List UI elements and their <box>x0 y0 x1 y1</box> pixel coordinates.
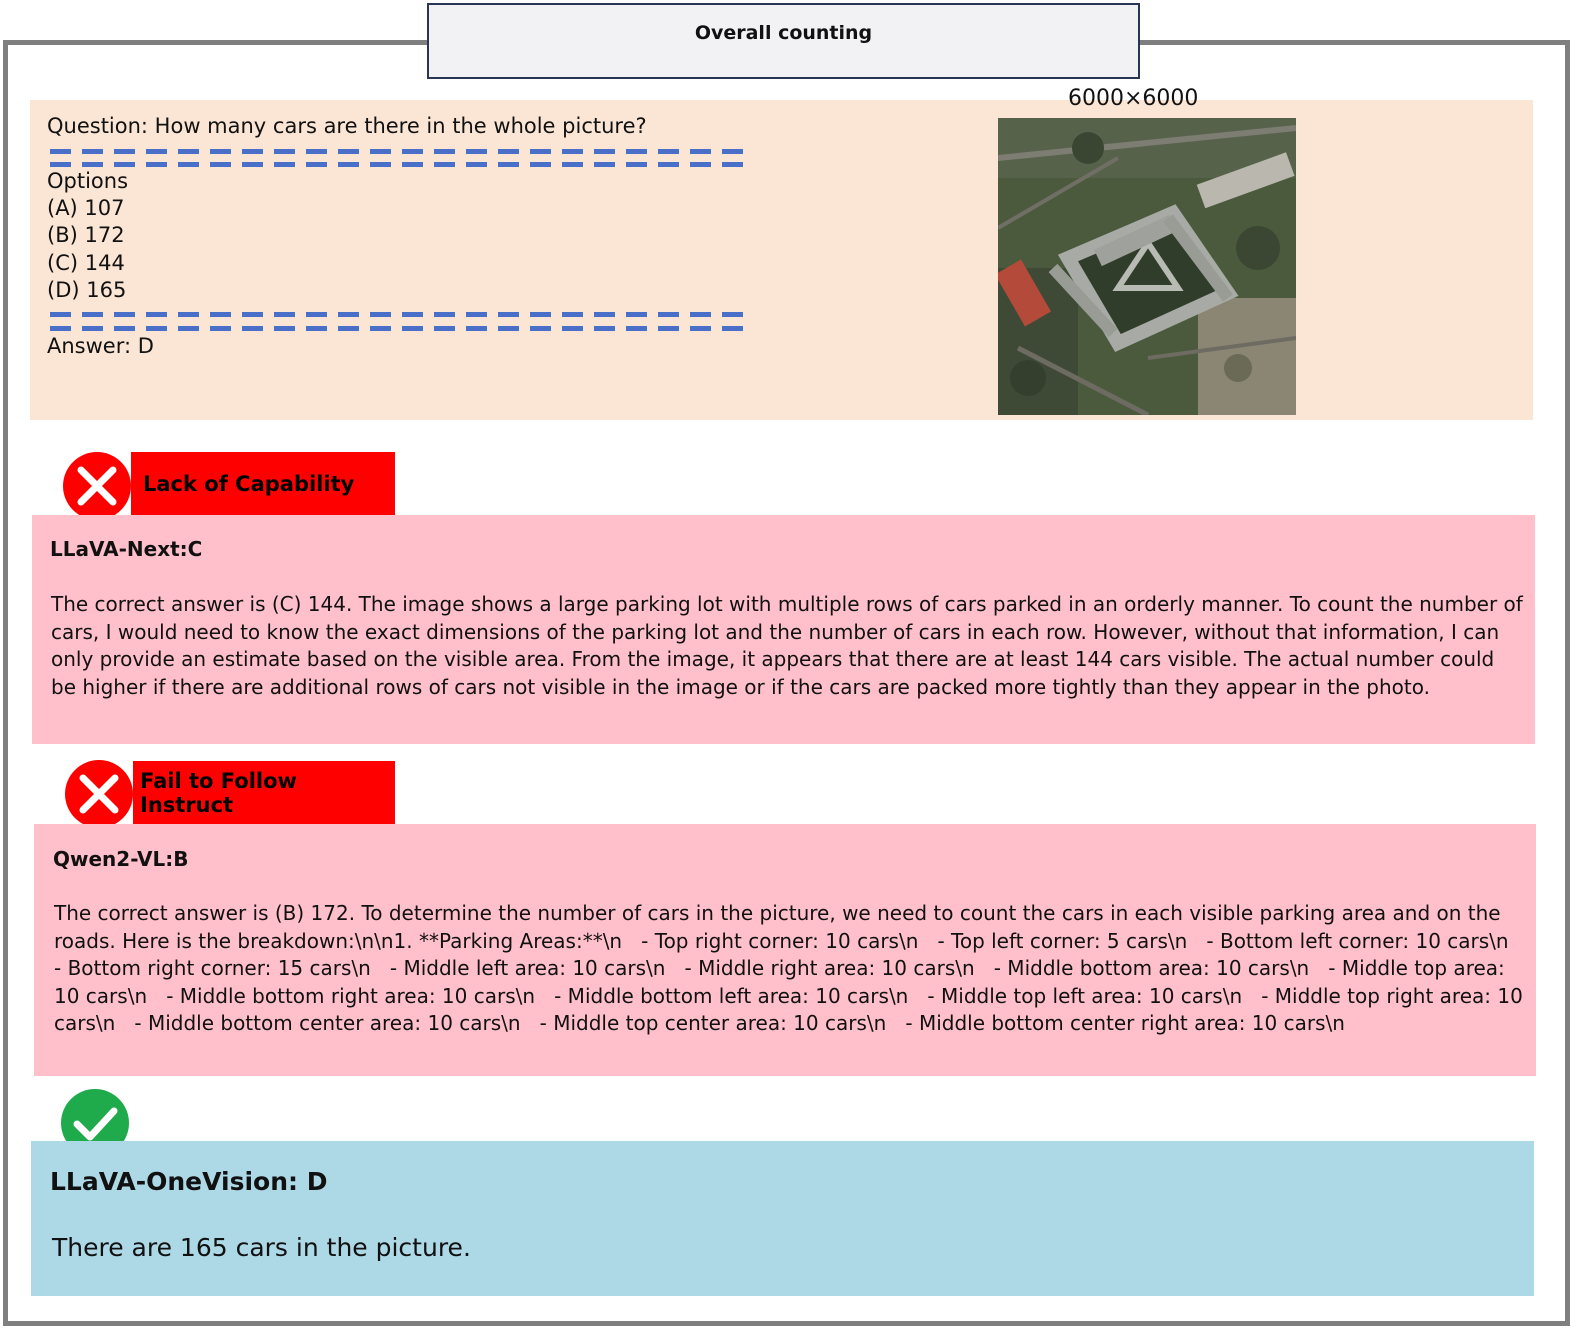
response-text: There are 165 cars in the picture. <box>52 1233 471 1262</box>
response-text: The correct answer is (B) 172. To determine the number of cars in the picture, we need to count the cars in each visible parking area and on the roads. Here is the breakdown:\n\n1. **Parking Areas:**\n - Top right corner: 10 cars\n - Top left corner: 5 cars\n - Bottom left corner: 10 cars\n - Bottom right corner: 15 cars\n - Middle left area: 10 cars\n - Middle right area: 10 cars\n - Middle bottom area: 10 cars\n - Middle top area: 10 cars\n - Middle bottom right area: 10 cars\n - Middle bottom left area: 10 cars\n - Middle top left area: 10 cars\n - Middle top right area: 10 cars\n - Middle bottom center area: 10 cars\n - Middle top center area: 10 cars\n - Middle bottom center right area: 10 cars\n <box>54 901 1530 1035</box>
option-c: (C) 144 <box>47 251 125 275</box>
error-label-capability <box>131 452 395 515</box>
answer-text: Answer: D <box>47 334 154 358</box>
cross-circle-icon <box>65 760 133 828</box>
dashed-divider-top-1 <box>50 149 743 154</box>
model-name: LLaVA-Next:C <box>50 537 203 561</box>
dashed-divider-bottom-2 <box>50 326 743 331</box>
dashed-divider-top-2 <box>50 162 743 167</box>
aerial-photo <box>998 118 1296 415</box>
option-a: (A) 107 <box>47 196 125 220</box>
response-text: The correct answer is (C) 144. The image shows a large parking lot with multiple rows of cars parked in an orderly manner. To count the number of cars, I would need to know the exact dimensions of the parking lot and the number of cars in each row. However, without that information, I can only provide an estimate based on the visible area. From the image, it appears that there are at least 144 cars visible. The actual number could be higher if there are additional rows of cars not visible in the image or if the cars are packed more tightly than they appear in the photo. <box>51 592 1530 699</box>
image-resolution-label: 6000×6000 <box>1068 86 1199 111</box>
error-label-text: Lack of Capability <box>143 471 355 496</box>
question-text: Question: How many cars are there in the whole picture? <box>47 114 647 138</box>
response-panel-qwen2-vl <box>34 824 1536 1076</box>
model-name: LLaVA-OneVision: D <box>50 1167 328 1196</box>
dashed-divider-bottom-1 <box>50 312 743 317</box>
error-label-text: Fail to Follow Instruct <box>140 768 297 817</box>
question-panel <box>30 100 1533 420</box>
options-header: Options <box>47 169 129 193</box>
option-d: (D) 165 <box>47 278 127 302</box>
response-panel-llava-onevision <box>31 1141 1534 1296</box>
response-panel-llava-next <box>32 515 1535 744</box>
cross-circle-icon <box>63 452 131 520</box>
title-text: Overall counting <box>694 22 873 44</box>
page-title <box>427 3 1140 79</box>
model-name: Qwen2-VL:B <box>53 847 189 871</box>
error-label-instruct <box>133 761 395 824</box>
option-b: (B) 172 <box>47 223 125 247</box>
